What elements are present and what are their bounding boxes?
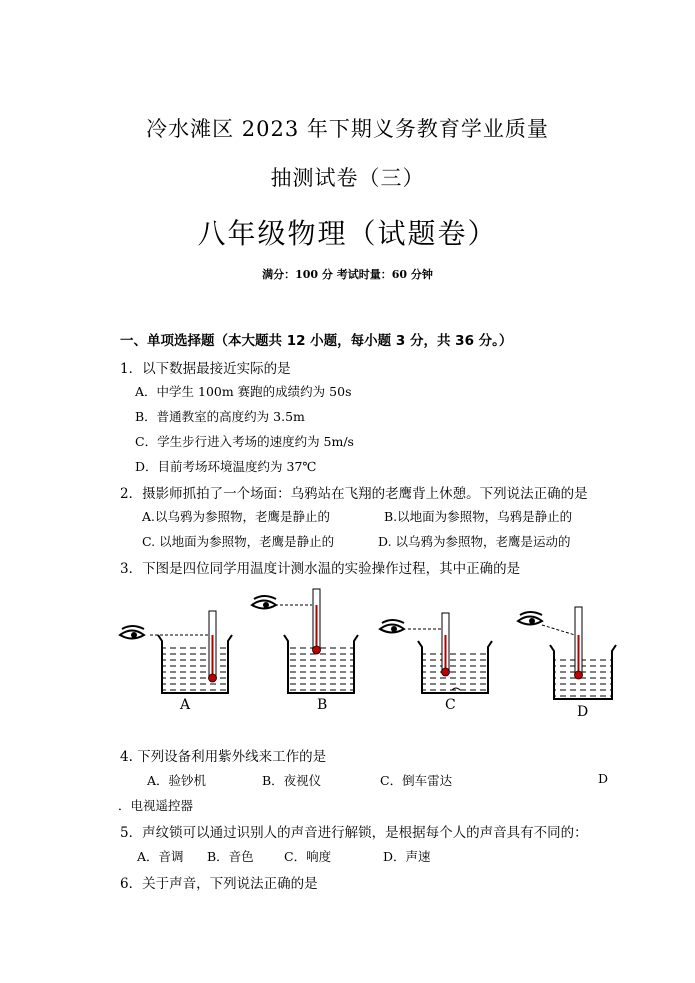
question-4-option-d-text: ．电视遥控器 bbox=[118, 798, 194, 813]
question-4-option-d-letter: D bbox=[598, 771, 609, 786]
eye-icon bbox=[252, 596, 276, 609]
question-4-option-a: A．验钞机 bbox=[147, 773, 207, 788]
question-2-stem: 2．摄影师抓拍了一个场面：乌鸦站在飞翔的老鹰背上休憩。下列说法正确的是 bbox=[120, 486, 588, 502]
beaker-d bbox=[542, 607, 616, 699]
question-6-stem: 6．关于声音，下列说法正确的是 bbox=[120, 876, 318, 892]
question-4-option-b: B．夜视仪 bbox=[262, 773, 322, 788]
question-1-stem: 1．以下数据最接近实际的是 bbox=[120, 361, 291, 377]
question-5-option-c: C．响度 bbox=[284, 849, 332, 864]
question-5-stem: 5．声纹锁可以通过识别人的声音进行解锁，是根据每个人的声音具有不同的： bbox=[120, 825, 588, 841]
exam-title-line2: 抽测试卷（三） bbox=[270, 166, 425, 190]
question-2-option-d: D. 以乌鸦为参照物，老鹰是运动的 bbox=[378, 534, 571, 549]
figure-label-a: A bbox=[180, 697, 191, 713]
eye-icon bbox=[120, 626, 144, 639]
question-1-option-a: A．中学生 100m 赛跑的成绩约为 50s bbox=[135, 384, 352, 399]
subject-title: 八年级物理（试题卷） bbox=[197, 217, 498, 250]
thermometer-figure bbox=[110, 585, 620, 720]
question-2-option-a: A.以乌鸦为参照物，老鹰是静止的 bbox=[142, 509, 331, 524]
question-4-option-c: C．倒车雷达 bbox=[380, 773, 453, 788]
beaker-c bbox=[408, 613, 492, 693]
question-1-option-c: C．学生步行进入考场的速度约为 5m/s bbox=[135, 434, 354, 449]
question-5-option-a: A．音调 bbox=[137, 849, 184, 864]
question-1-option-d: D．目前考场环境温度约为 37℃ bbox=[135, 459, 317, 474]
figure-label-b: B bbox=[317, 697, 328, 713]
figure-label-d: D bbox=[577, 704, 589, 720]
question-3-stem: 3．下图是四位同学用温度计测水温的实验操作过程，其中正确的是 bbox=[120, 561, 521, 577]
question-5-option-b: B．音色 bbox=[207, 849, 254, 864]
figure-label-c: C bbox=[445, 697, 456, 713]
exam-info: 满分：100 分 考试时量：60 分钟 bbox=[262, 268, 433, 281]
question-5-option-d: D．声速 bbox=[383, 849, 431, 864]
section-heading: 一、单项选择题（本大题共 12 小题，每小题 3 分，共 36 分。） bbox=[120, 333, 513, 349]
exam-title-line1: 冷水滩区 2023 年下期义务教育学业质量 bbox=[146, 117, 549, 141]
beaker-b bbox=[275, 589, 358, 693]
question-1-option-b: B．普通教室的高度约为 3.5m bbox=[135, 409, 305, 424]
eye-icon bbox=[518, 612, 542, 625]
question-2-option-c: C. 以地面为参照物，老鹰是静止的 bbox=[142, 534, 335, 549]
question-4-stem: 4. 下列设备利用紫外线来工作的是 bbox=[120, 749, 327, 765]
question-2-option-b: B.以地面为参照物，乌鸦是静止的 bbox=[384, 509, 573, 524]
eye-icon bbox=[380, 620, 404, 633]
beaker-a bbox=[150, 611, 232, 693]
